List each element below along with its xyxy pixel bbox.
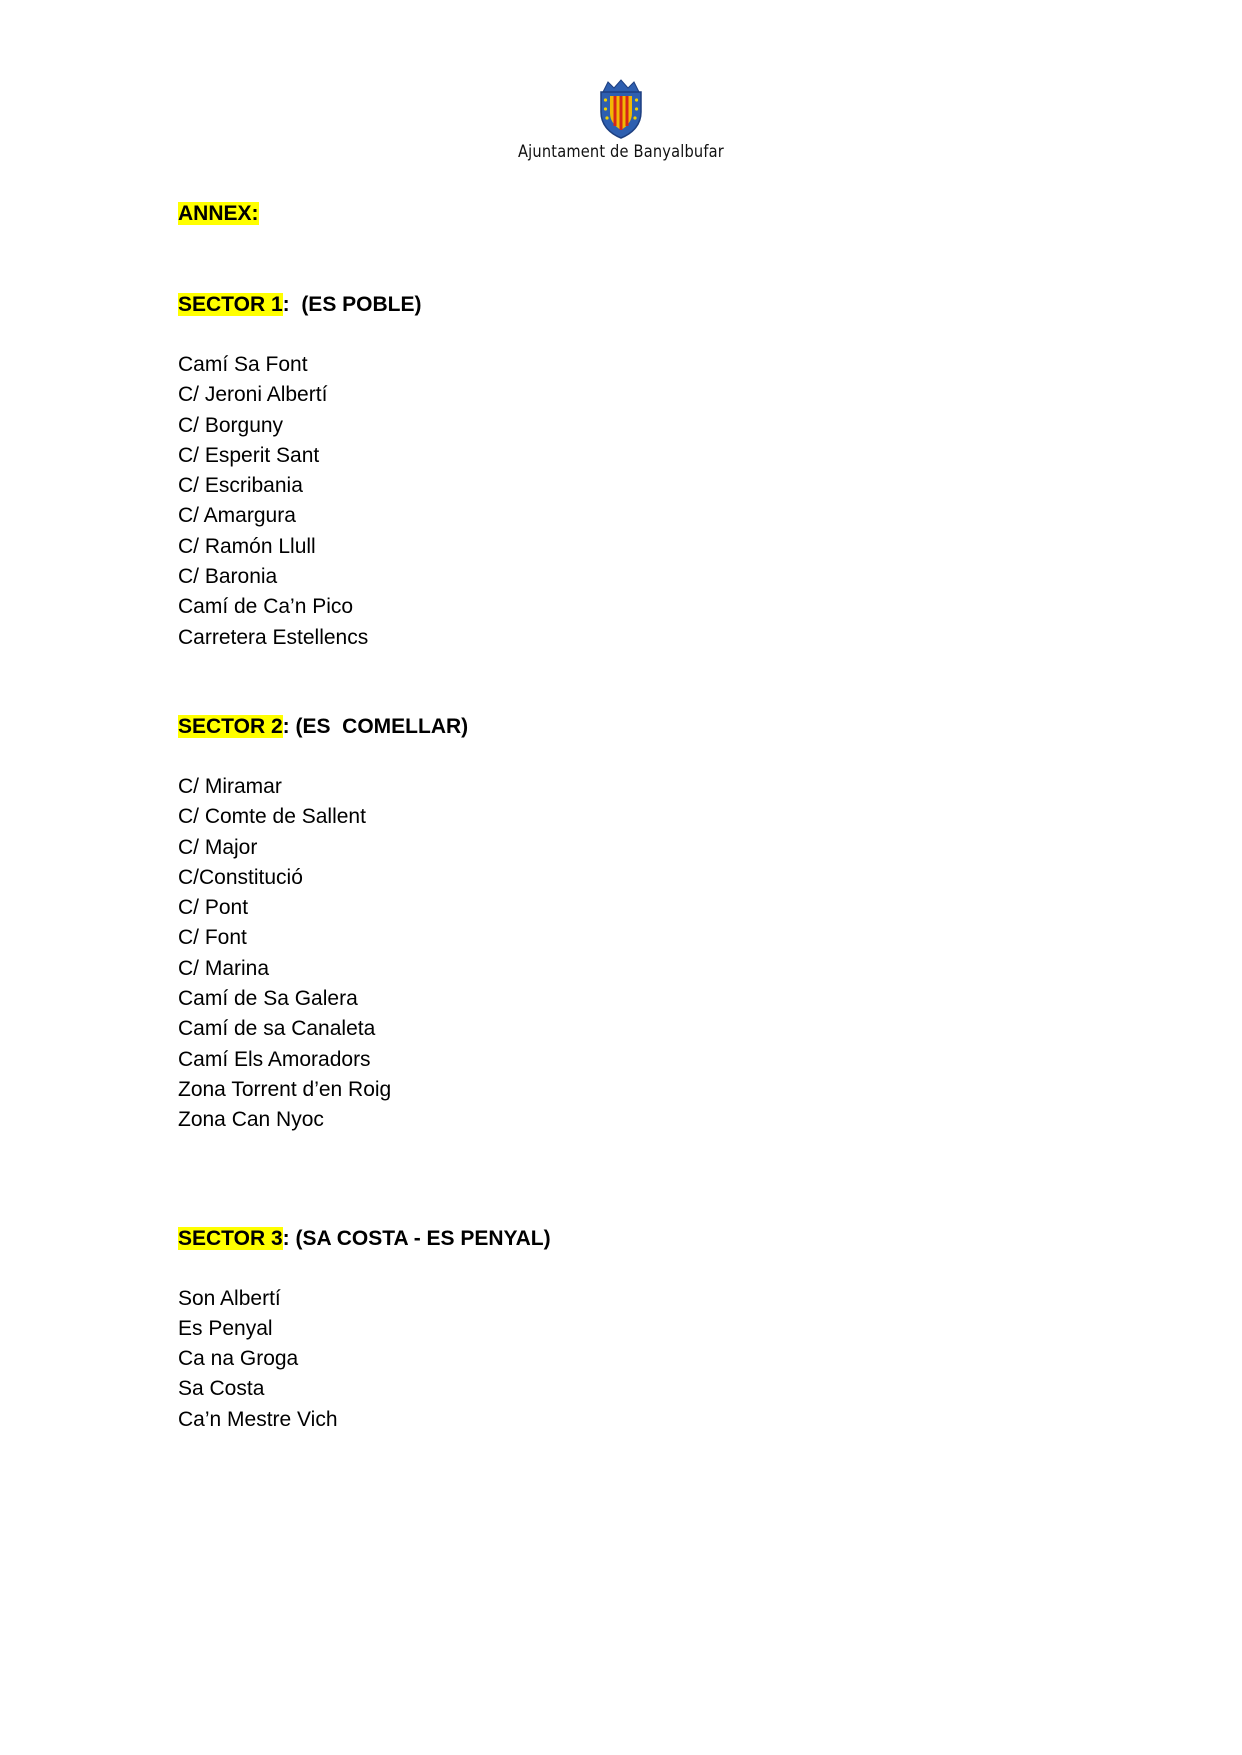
list-item: Camí Els Amoradors [178, 1047, 371, 1071]
sector-3-title: : (SA COSTA - ES PENYAL) [282, 1226, 551, 1250]
sector-1-street-list [178, 350, 1078, 653]
sector-3-heading [178, 1224, 1078, 1254]
list-item: C/ Comte de Sallent [178, 805, 366, 829]
list-item: C/ Pont [178, 896, 249, 920]
list-item: Es Penyal [178, 1316, 273, 1340]
list-item: Ca’n Mestre Vich [178, 1407, 338, 1431]
list-item: C/ Esperit Sant [178, 443, 320, 467]
list-item: C/ Jeroni Albertí [178, 383, 328, 407]
list-item: C/ Borguny [178, 413, 284, 437]
list-item: Camí Sa Font [178, 353, 308, 376]
annex-content [178, 199, 1078, 1435]
list-item: Ca na Groga [178, 1347, 299, 1371]
list-item: Camí de Ca’n Pico [178, 595, 354, 619]
list-item: Sa Costa [178, 1377, 265, 1401]
list-item: Zona Torrent d’en Roig [178, 1077, 392, 1101]
list-item: C/Constitució [178, 865, 303, 889]
sector-1-label: SECTOR 1 [178, 293, 283, 316]
section-spacer [178, 1136, 1078, 1224]
sector-3-label: SECTOR 3 [178, 1226, 283, 1250]
list-item: Camí de Sa Galera [178, 987, 358, 1011]
sector-3-street-list [178, 1284, 1078, 1435]
annex-label: ANNEX: [178, 202, 259, 225]
list-item: C/ Miramar [178, 774, 282, 798]
list-item: Carretera Estellencs [178, 625, 369, 649]
sector-2-title: : (ES COMELLAR) [282, 714, 469, 738]
sector-1-title: : (ES POBLE) [282, 293, 422, 316]
municipality-name: Ajuntament de Banyalbufar [518, 142, 724, 162]
list-item: Zona Can Nyoc [178, 1108, 324, 1132]
list-item: C/ Escribania [178, 474, 303, 498]
section-spacer [178, 653, 1078, 712]
sector-2-label: SECTOR 2 [178, 714, 283, 738]
list-item: C/ Baronia [178, 565, 278, 589]
list-item: C/ Font [178, 926, 247, 950]
list-item: Son Albertí [178, 1286, 281, 1310]
sector-2-heading [178, 712, 1078, 742]
list-item: C/ Major [178, 835, 258, 859]
list-item: C/ Amargura [178, 504, 296, 528]
coat-of-arms-icon [595, 78, 647, 140]
annex-heading [178, 199, 1078, 229]
list-item: C/ Marina [178, 956, 270, 980]
list-item: C/ Ramón Llull [178, 534, 316, 558]
sector-1-heading [178, 290, 1078, 320]
sector-2-street-list [178, 772, 1078, 1136]
list-item: Camí de sa Canaleta [178, 1017, 376, 1041]
letterhead [0, 78, 1242, 162]
